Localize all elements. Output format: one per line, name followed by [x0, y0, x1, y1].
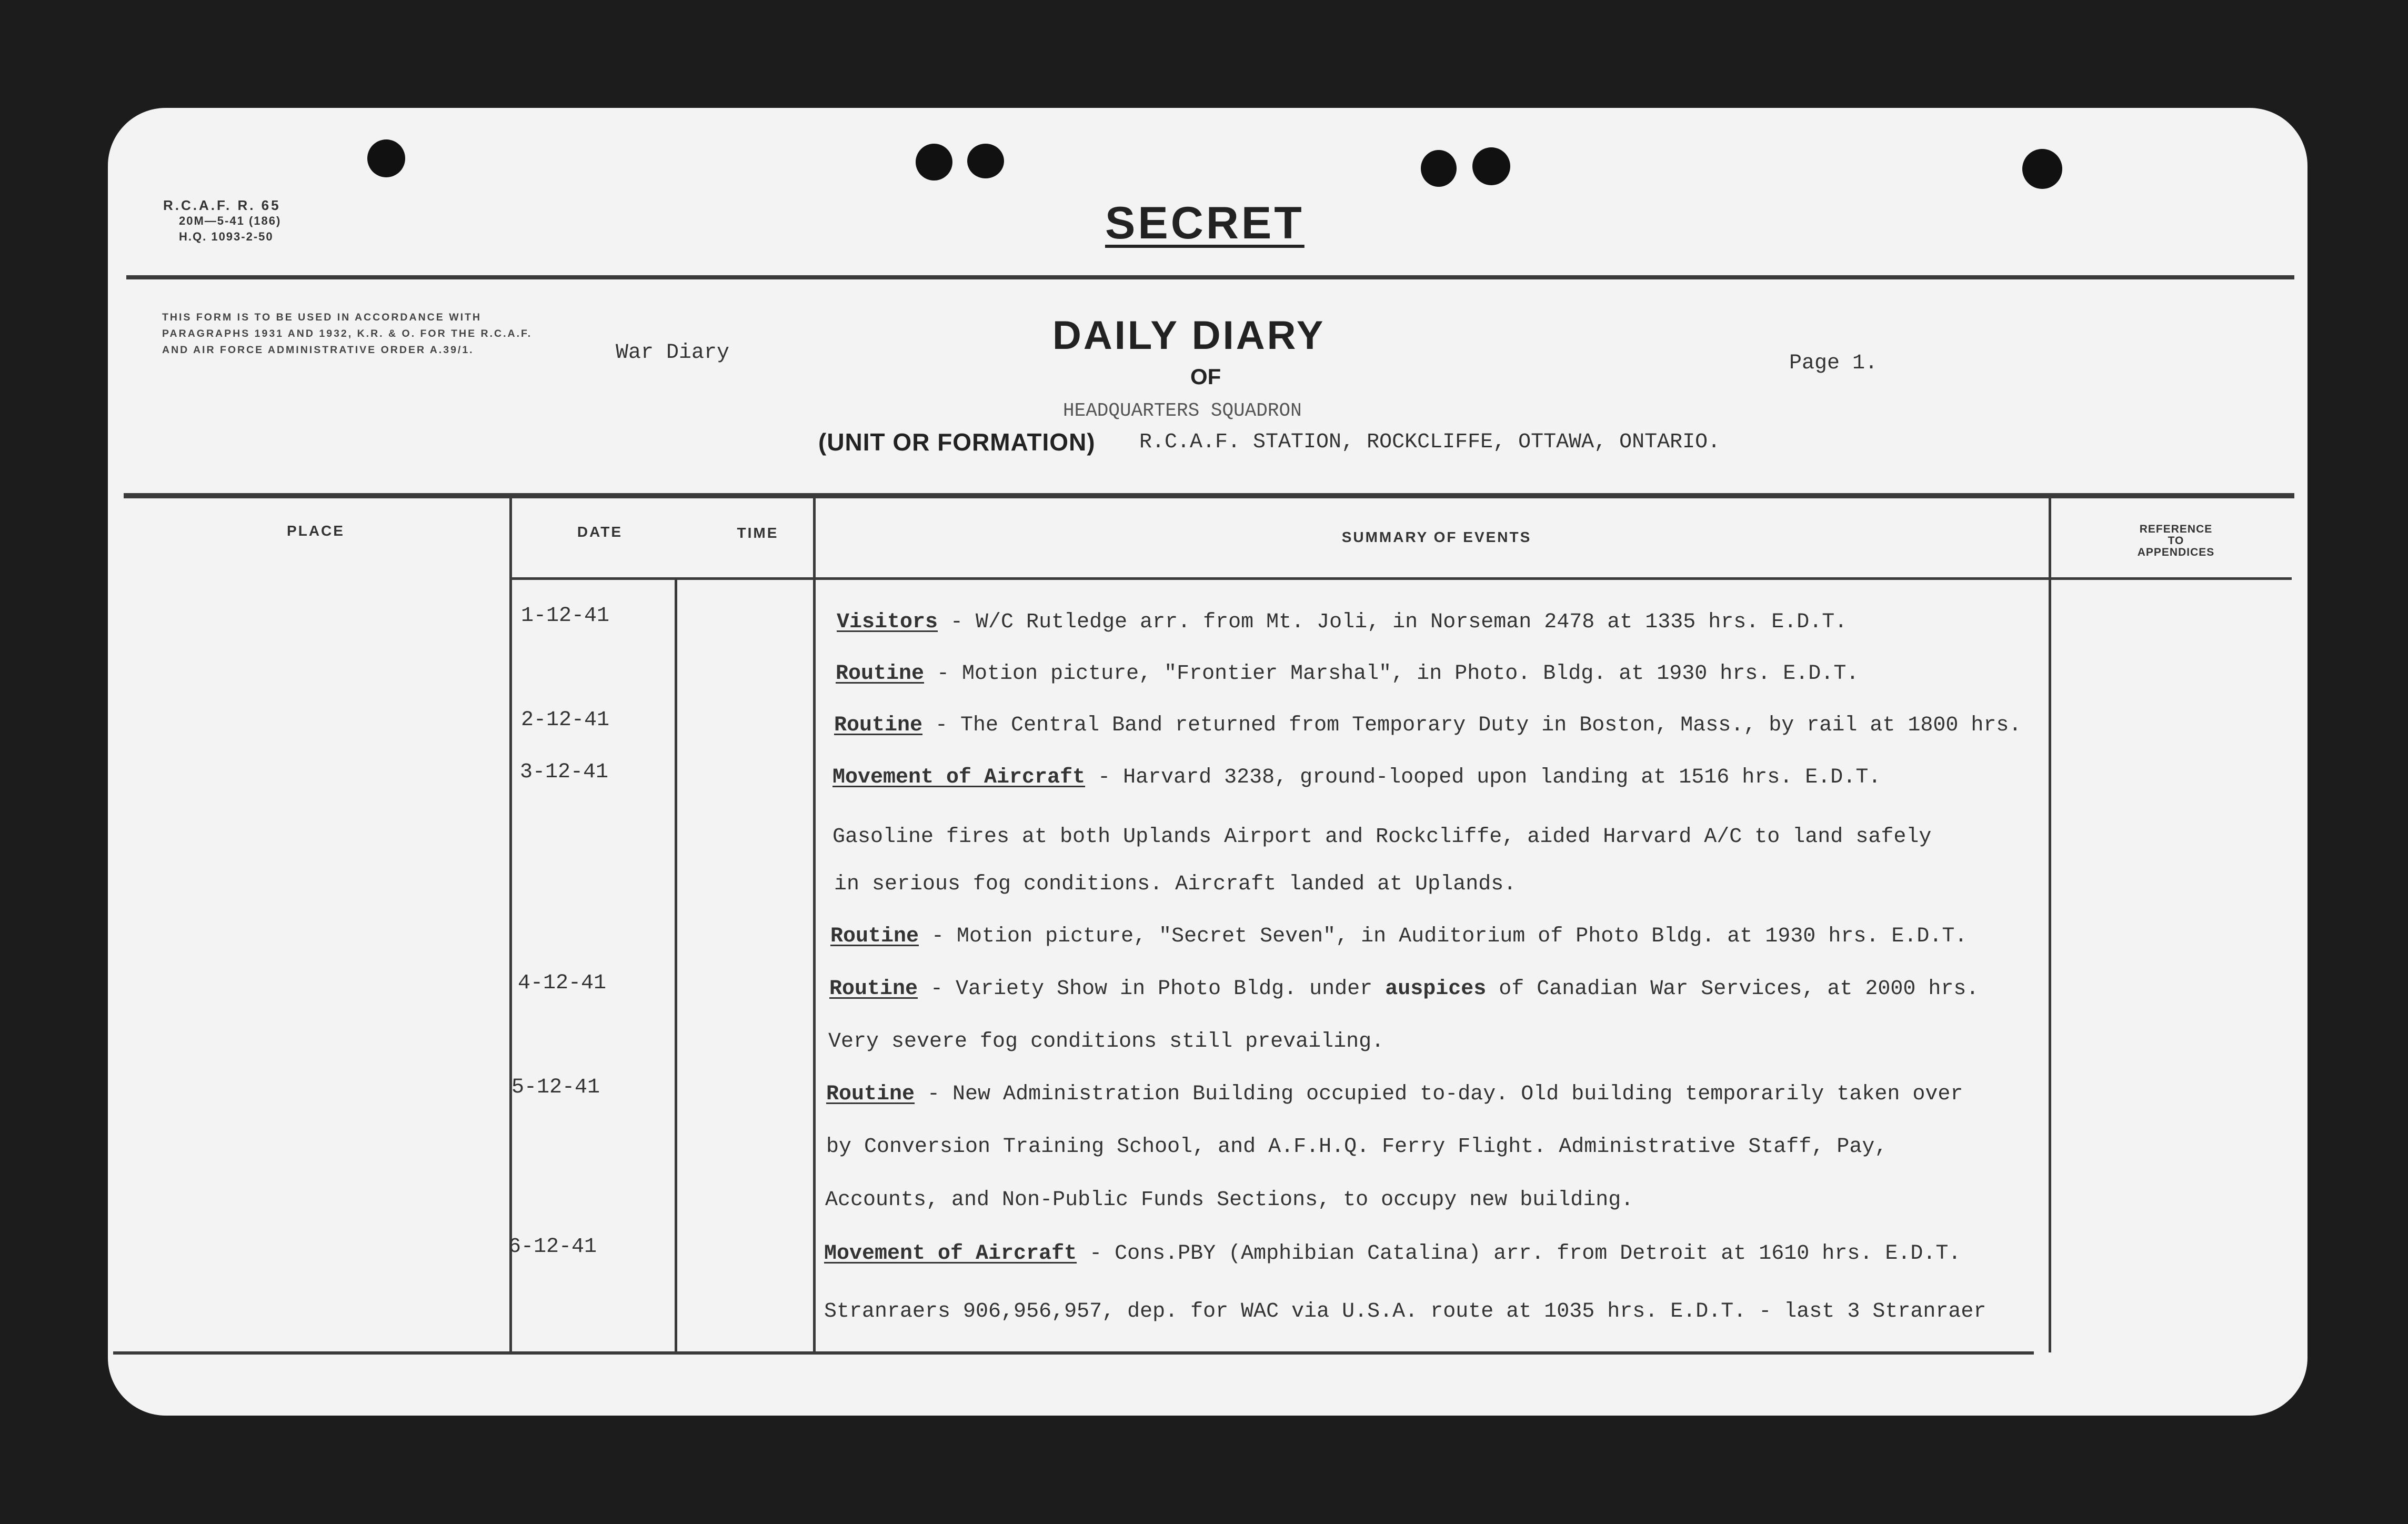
- entry-heading: Routine: [830, 925, 919, 948]
- unit-label: (UNIT OR FORMATION): [818, 428, 1096, 456]
- page-title: DAILY DIARY: [1052, 313, 1326, 358]
- punch-hole: [1421, 150, 1457, 187]
- print-line: 20M—5-41 (186): [179, 214, 282, 227]
- entry-heading: Routine: [826, 1082, 915, 1106]
- diary-entry: Very severe fog conditions still prevailing.: [828, 1030, 1384, 1054]
- unit-name: HEADQUARTERS SQUADRON: [1063, 400, 1302, 422]
- entry-heading: Routine: [834, 714, 923, 737]
- column-header-date: DATE: [577, 524, 623, 540]
- entry-heading: Routine: [829, 977, 918, 1001]
- column-divider: [509, 497, 512, 1352]
- divider: [126, 275, 2294, 279]
- of-label: OF: [1190, 364, 1221, 389]
- entry-date: 1-12-41: [521, 604, 610, 628]
- column-divider: [675, 577, 677, 1352]
- diary-entry: by Conversion Training School, and A.F.H.Q. Ferry Flight. Administrative Staff, Pay,: [826, 1135, 1888, 1159]
- column-divider: [2049, 497, 2051, 1352]
- diary-entry: Routine - New Administration Building occupied to-day. Old building temporarily taken over: [826, 1082, 1963, 1106]
- unit-location: R.C.A.F. STATION, ROCKCLIFFE, OTTAWA, ONTARIO.: [1139, 430, 1721, 454]
- diary-entry: in serious fog conditions. Aircraft landed at Uplands.: [834, 873, 1517, 896]
- form-number: R.C.A.F. R. 65: [163, 197, 281, 213]
- page-number: Page 1.: [1789, 352, 1878, 375]
- security-classification: SECRET: [1105, 198, 1305, 248]
- form-code: [163, 197, 281, 245]
- column-header-place: PLACE: [287, 523, 345, 539]
- entry-heading: Visitors: [837, 610, 938, 634]
- column-header-summary: SUMMARY OF EVENTS: [1341, 529, 1532, 545]
- table-bottom-rule: [113, 1351, 2034, 1355]
- entry-heading: Routine: [836, 662, 925, 686]
- diary-entry: Routine - Motion picture, "Frontier Marshal", in Photo. Bldg. at 1930 hrs. E.D.T.: [836, 662, 1859, 686]
- punch-hole: [2022, 149, 2062, 189]
- diary-card: [108, 108, 2307, 1416]
- diary-entry: Routine - Variety Show in Photo Bldg. under auspices of Canadian War Services, at 2000 hrs.: [829, 977, 1979, 1001]
- punch-hole: [967, 144, 1004, 178]
- diary-entry: Visitors - W/C Rutledge arr. from Mt. Joli, in Norseman 2478 at 1335 hrs. E.D.T.: [837, 610, 1848, 634]
- print-line: H.Q. 1093-2-50: [179, 230, 274, 243]
- punch-hole: [916, 144, 952, 181]
- diary-entry: Movement of Aircraft - Harvard 3238, ground-looped upon landing at 1516 hrs. E.D.T.: [832, 766, 1881, 789]
- form-instructions: THIS FORM IS TO BE USED IN ACCORDANCE WITH PARAGRAPHS 1931 AND 1932, K.R. & O. FOR THE R.C.A.F. AND AIR FORCE ADMINISTRATIVE ORDER A.39/1.: [162, 312, 533, 356]
- entry-heading: Movement of Aircraft: [832, 766, 1086, 789]
- entry-date: 3-12-41: [520, 760, 609, 784]
- entry-heading: Movement of Aircraft: [824, 1242, 1077, 1266]
- column-divider: [813, 497, 816, 1352]
- diary-entry: Accounts, and Non-Public Funds Sections, to occupy new building.: [825, 1188, 1634, 1212]
- diary-entry: Routine - Motion picture, "Secret Seven", in Auditorium of Photo Bldg. at 1930 hrs. E.D.T.: [830, 925, 1968, 948]
- punch-hole: [367, 139, 405, 177]
- table-header-rule: [510, 577, 2292, 580]
- column-header-time: TIME: [737, 525, 779, 541]
- punch-hole: [1472, 147, 1510, 185]
- diary-entry: Movement of Aircraft - Cons.PBY (Amphibian Catalina) arr. from Detroit at 1610 hrs. E.D.T.: [824, 1242, 1961, 1266]
- entry-date: 5-12-41: [511, 1076, 600, 1099]
- entry-date: 6-12-41: [508, 1235, 597, 1259]
- entry-date: 2-12-41: [521, 708, 610, 732]
- entry-date: 4-12-41: [518, 971, 607, 995]
- diary-entry: Gasoline fires at both Uplands Airport and Rockcliffe, aided Harvard A/C to land safely: [832, 825, 1932, 849]
- table-top-rule: [124, 493, 2294, 498]
- column-header-reference: REFERENCE TO APPENDICES: [2137, 523, 2215, 558]
- diary-type: War Diary: [616, 341, 730, 365]
- diary-entry: Routine - The Central Band returned from Temporary Duty in Boston, Mass., by rail at 1800 hrs.: [834, 714, 2022, 737]
- diary-entry: Stranraers 906,956,957, dep. for WAC via U.S.A. route at 1035 hrs. E.D.T. - last 3 Stranraer: [824, 1300, 1986, 1324]
